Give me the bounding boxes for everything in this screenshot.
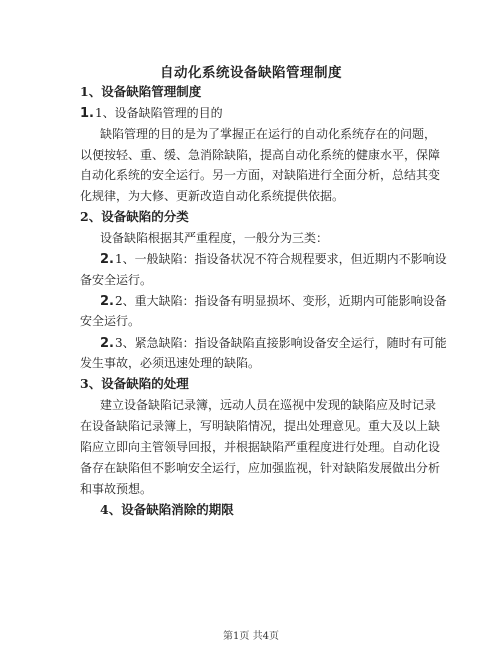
subsection-2-2-number: 2. — [100, 294, 114, 309]
section-2-intro: 设备缺陷根据其严重程度，一般分为三类： — [100, 231, 329, 245]
paragraph-3-line-4: 备存在缺陷但不影响安全运行，应加强监视，针对缺陷发展做出分析 — [80, 461, 441, 475]
subsection-1-1 — [80, 106, 223, 121]
paragraph-1-line-4: 化规律，为大修、更新改造自动化系统提供依据。 — [80, 189, 345, 203]
section-3-heading: 3、设备缺陷的处理 — [80, 376, 189, 391]
subsection-2-3-number: 2. — [100, 336, 114, 351]
subsection-1-1-text: 1、设备缺陷管理的目的 — [94, 106, 223, 120]
paragraph-3-line-3: 陷应立即向主管领导回报，并根据缺陷严重程度进行处理。自动化设 — [80, 440, 441, 454]
subsection-1-1-number: 1. — [80, 106, 94, 121]
subsection-2-2-text: 2、重大缺陷：指设备有明显损坏、变形，近期内可能影响设备 — [114, 294, 447, 308]
subsection-2-2-line-2: 安全运行。 — [80, 314, 141, 328]
section-1-heading: 1、设备缺陷管理制度 — [80, 84, 202, 99]
paragraph-3-line-2: 在设备缺陷记录簿上，写明缺陷情况，提出处理意见。重大及以上缺 — [80, 419, 441, 433]
section-4-heading: 4、设备缺陷消除的期限 — [100, 502, 234, 517]
paragraph-1-line-2: 以便按轻、重、缓、急消除缺陷，提高自动化系统的健康水平，保障 — [80, 148, 441, 162]
subsection-2-3-text: 3、紧急缺陷：指设备缺陷直接影响设备安全运行，随时有可能 — [114, 336, 447, 350]
subsection-2-1-number: 2. — [100, 252, 114, 267]
subsection-2-1-line-1 — [100, 252, 447, 267]
page-number-footer: 第1页 共4页 — [223, 631, 279, 642]
subsection-2-1-line-2: 备安全运行。 — [80, 273, 153, 287]
paragraph-1-line-3: 自动化系统的安全运行。另一方面，对缺陷进行全面分析，总结其变 — [80, 168, 441, 182]
subsection-2-1-text: 1、一般缺陷：指设备状况不符合规程要求，但近期内不影响设 — [114, 252, 447, 266]
subsection-2-3-line-1 — [100, 336, 447, 351]
subsection-2-2-line-1 — [100, 294, 447, 309]
paragraph-3-line-1: 建立设备缺陷记录簿，远动人员在巡视中发现的缺陷应及时记录 — [100, 398, 437, 412]
section-2-heading: 2、设备缺陷的分类 — [80, 209, 189, 224]
paragraph-3-line-5: 和事故预想。 — [80, 482, 153, 496]
document-title: 自动化系统设备缺陷管理制度 — [160, 65, 342, 81]
subsection-2-3-line-2: 发生事故，必须迅速处理的缺陷。 — [80, 356, 261, 370]
paragraph-1-line-1: 缺陷管理的目的是为了掌握正在运行的自动化系统存在的问题， — [100, 127, 437, 141]
